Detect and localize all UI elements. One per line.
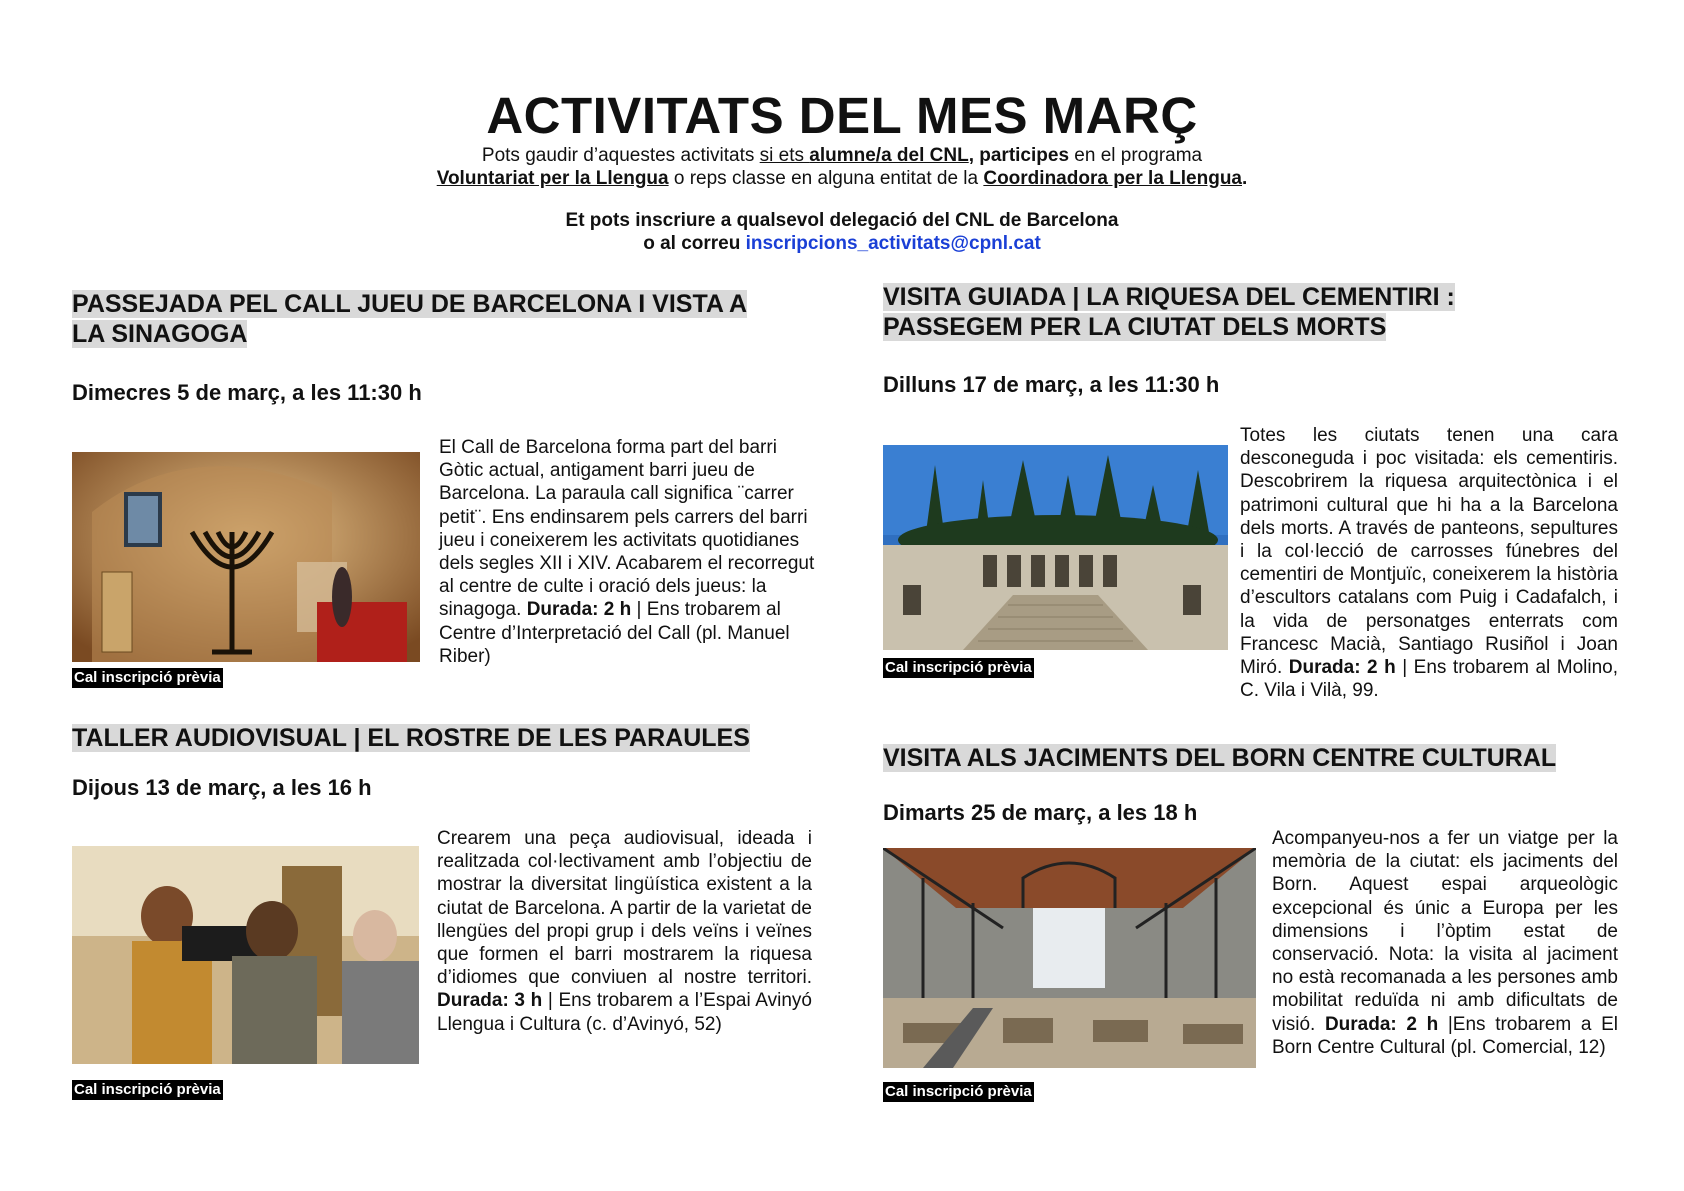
activity-title-line: VISITA GUIADA | LA RIQUESA DEL CEMENTIRI : xyxy=(883,283,1455,311)
intro-text: en el programa xyxy=(1069,145,1203,166)
description-text: Acompanyeu-nos a fer un viatge per la memòria de la ciutat: els jaciments del Born. Aquest espai arqueològic excepcional és únic a Europa per les dimensions i l’òptim estat de conservació. Nota: la visita al jaciment no està recomanada a les persones amb mobilitat reduïda ni amb dificultats de visió. xyxy=(1272,828,1618,1035)
intro-text: . xyxy=(1242,168,1248,189)
cemetery-photo xyxy=(883,445,1228,650)
activity-3-date: Dijous 13 de març, a les 16 h xyxy=(72,775,372,800)
activity-3-title xyxy=(72,723,832,753)
registration-badge: Cal inscripció prèvia xyxy=(74,669,221,686)
meeting-point: | Ens trobarem al Centre d’Interpretació del Call (pl. Manuel Riber) xyxy=(439,599,790,667)
meeting-point: | Ens trobarem al Molino, C. Vila i Vilà, 99. xyxy=(1240,657,1619,702)
activity-1-date: Dimecres 5 de març, a les 11:30 h xyxy=(72,380,422,405)
intro-line-1 xyxy=(0,144,1684,167)
activity-title-line: TALLER AUDIOVISUAL | EL ROSTRE DE LES PARAULES xyxy=(72,724,750,752)
activity-title-line: PASSEJADA PEL CALL JUEU DE BARCELONA I VISTA A xyxy=(72,290,748,318)
meeting-point: | Ens trobarem a l’Espai Avinyó Llengua i Cultura (c. d’Avinyó, 52) xyxy=(437,990,812,1035)
activity-4-title xyxy=(883,743,1643,773)
born-market-photo xyxy=(883,848,1256,1068)
email-link[interactable]: inscripcions_activitats@cpnl.cat xyxy=(745,233,1041,254)
duration-label: Durada: 3 h xyxy=(437,990,543,1012)
activity-2-description xyxy=(1240,424,1618,702)
intro-text: o reps classe en alguna entitat de la xyxy=(668,168,984,189)
duration-label: Durada: 2 h xyxy=(1288,657,1396,679)
duration-label: Durada: 2 h xyxy=(1324,1013,1439,1035)
registration-badge: Cal inscripció prèvia xyxy=(885,659,1032,676)
activity-2-date: Dilluns 17 de març, a les 11:30 h xyxy=(883,372,1220,397)
coordinadora-name: Coordinadora per la Llengua xyxy=(983,168,1243,189)
duration-label: Durada: 2 h xyxy=(526,599,632,621)
page-title: ACTIVITATS DEL MES MARÇ xyxy=(486,87,1198,144)
activity-title-line: PASSEGEM PER LA CIUTAT DELS MORTS xyxy=(883,313,1387,341)
activity-4-description xyxy=(1272,827,1618,1059)
intro-text: si ets xyxy=(759,145,810,166)
intro-line-4 xyxy=(0,232,1684,255)
description-text: Totes les ciutats tenen una cara desconeguda i poc visitada: els cementiris. Descobrirem la riquesa arquitectònica i el patrimoni cultural que hi ha a la Barcelona dels morts. A través de panteons, sepultures i la col·lecció de carrosses fúnebres del cementiri de Montjuïc, coneixerem la història d’escultors catalans com Puig i Cadafalch, i la vida de personatges enterrats com Francesc Macià, Santiago Rusiñol i Joan Miró. xyxy=(1240,425,1618,679)
activity-1-description xyxy=(439,436,819,668)
synagogue-photo xyxy=(72,452,420,662)
activity-title-line: LA SINAGOGA xyxy=(72,320,248,348)
intro-participate: , participes xyxy=(968,145,1070,166)
meeting-point: |Ens trobarem a El Born Centre Cultural (pl. Comercial, 12) xyxy=(1272,1013,1618,1058)
volunteer-program: Voluntariat per la Llengua xyxy=(436,168,669,189)
intro-text: o al correu xyxy=(643,233,746,254)
description-text: Crearem una peça audiovisual, ideada i realitzada col·lectivament amb l’objectiu de mostrar la diversitat lingüística existent a la ciutat de Barcelona. A partir de la varietat de llengües del propi grup i dels veïns i veïnes que formen el barri mostrarem la riquesa d’idiomes que conviuen al nostre territori. xyxy=(437,828,812,989)
activity-2-title xyxy=(883,282,1623,342)
activity-3-description xyxy=(437,827,812,1036)
intro-line-3: Et pots inscriure a qualsevol delegació del CNL de Barcelona xyxy=(565,210,1119,231)
activity-1-title xyxy=(72,289,812,349)
registration-badge: Cal inscripció prèvia xyxy=(74,1081,221,1098)
workshop-photo xyxy=(72,846,419,1064)
intro-line-2 xyxy=(0,167,1684,190)
intro-text: Pots gaudir d’aquestes activitats xyxy=(481,145,760,166)
activity-4-date: Dimarts 25 de març, a les 18 h xyxy=(883,800,1198,825)
page-header xyxy=(0,88,1684,255)
activity-title-line: VISITA ALS JACIMENTS DEL BORN CENTRE CULTURAL xyxy=(883,744,1557,772)
intro-student: alumne/a del CNL xyxy=(809,145,969,166)
registration-badge: Cal inscripció prèvia xyxy=(885,1083,1032,1100)
description-text: El Call de Barcelona forma part del barri Gòtic actual, antigament barri jueu de Barcelona. La paraula call significa ¨carrer petit¨. Ens endinsarem pels carrers del barri jueu i coneixerem les activitats quotidianes dels segles XII i XIV. Acabarem el recorregut al centre de culte i oració dels jueus: la sinagoga. xyxy=(439,437,815,621)
